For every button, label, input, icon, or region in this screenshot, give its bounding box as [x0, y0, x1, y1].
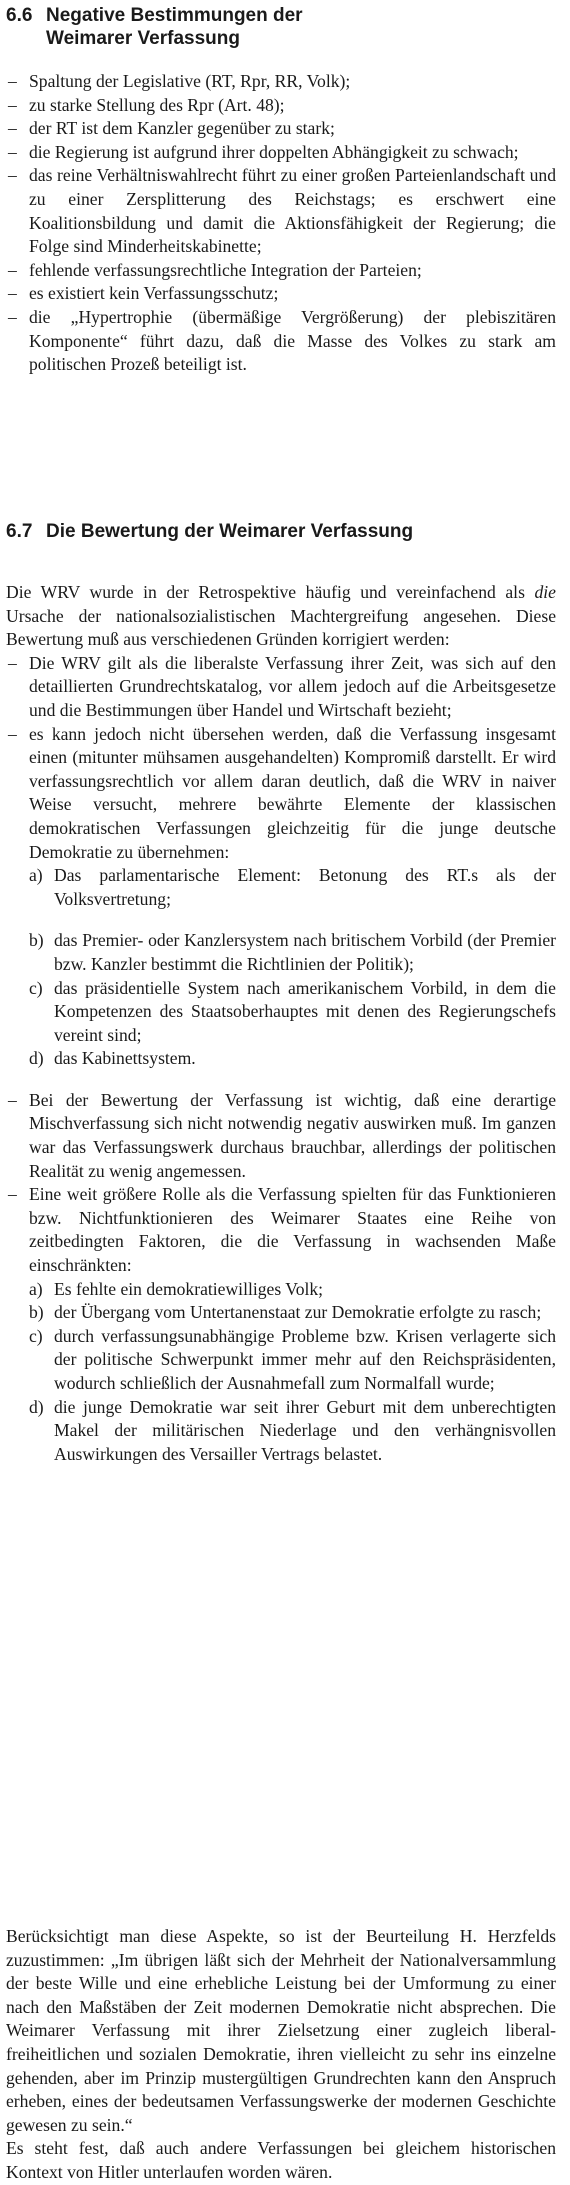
list-item: – die „Hypertrophie (übermäßige Vergrößerung) der plebiszitären Komponente“ führt dazu, daß die Masse des Volkes zu stark am politischen Prozeß beteiligt ist. — [6, 306, 556, 377]
sublist-label: d) — [29, 1396, 44, 1417]
sublist-text: die junge Demokratie war seit ihrer Geburt mit dem unberechtigten Makel der militärischen Niederlage und den verhängnisvollen Auswirkungen des Versailler Vertrags belastet. — [54, 1396, 556, 1464]
sublist-item — [29, 977, 556, 1048]
sublist-item — [29, 1047, 556, 1071]
list-item-text: Die WRV gilt als die liberalste Verfassung ihrer Zeit, was sich auf den detaillierten Grundrechtskatalog, vor allem jedoch auf die Arbeitsgesetze und die Bestimmungen über Handel und Wirtschaft bezieht; — [29, 652, 556, 720]
sublist-item — [29, 1301, 556, 1325]
sublist-label: c) — [29, 977, 43, 998]
list-item: – das reine Verhältniswahlrecht führt zu einer großen Parteienlandschaft und zu einer Zersplitterung des Reichstags; es erschwert eine Koalitionsbildung und damit die Aktionsfähigkeit der Regierung; die Folge sind Minderheitskabinette; — [6, 164, 556, 258]
section-title-line2: Weimarer Verfassung — [46, 28, 240, 49]
conclusion-section — [6, 1925, 556, 2185]
list-item: – der RT ist dem Kanzler gegenüber zu stark; — [6, 117, 556, 141]
sublist-item — [29, 864, 556, 911]
evaluation-list — [6, 652, 556, 1467]
sublist — [29, 1278, 556, 1467]
negative-provisions-list — [6, 70, 556, 377]
list-item-text: Eine weit größere Rolle als die Verfassung spielten für das Funktionieren bzw. Nichtfunktionieren des Weimarer Staates eine Reihe von zeitbedingten Faktoren, die die Verfassung in wachsenden Maße einschränkten: — [29, 1184, 556, 1276]
section-number: 6.6 — [6, 5, 33, 26]
section-6-7 — [6, 520, 556, 1466]
sublist-label: d) — [29, 1048, 44, 1069]
list-item: – die Regierung ist aufgrund ihrer doppelten Abhängigkeit zu schwach; — [6, 141, 556, 165]
list-item — [6, 1089, 556, 1183]
section-title: Die Bewertung der Weimarer Verfassung — [46, 521, 414, 542]
list-item: – zu starke Stellung des Rpr (Art. 48); — [6, 94, 556, 118]
list-item: – Spaltung der Legislative (RT, Rpr, RR, Volk); — [6, 70, 556, 94]
sublist-text: durch verfassungsunabhängige Probleme bzw. Krisen verlagerte sich der politische Schwerpunkt immer mehr auf den Reichspräsidenten, wodurch schließlich der Ausnahmefall zum Normalfall wurde; — [54, 1325, 556, 1393]
sublist-item — [29, 1278, 556, 1302]
list-item — [6, 723, 556, 1071]
section-title-line1: Negative Bestimmungen der — [46, 5, 303, 26]
sublist-label: a) — [29, 865, 43, 886]
list-item — [6, 1183, 556, 1466]
list-item: – es existiert kein Verfassungsschutz; — [6, 282, 556, 306]
sublist-item — [29, 929, 556, 976]
final-paragraph: Es steht fest, daß auch andere Verfassungen bei gleichem historischen Kontext von Hitler unterlaufen worden wären. — [6, 2138, 556, 2182]
list-item-text: es kann jedoch nicht übersehen werden, daß die Verfassung insgesamt einen (mitunter mühsamen ausgehandelten) Kompromiß darstellt. Er wird verfassungsrechtlich vor allem daran deutlich, daß die WRV in naiver Weise versucht, mehrere bewährte Elemente der klassischen demokratischen Verfassungen gleichzeitig für die junge deutsche Demokratie zu übernehmen: — [29, 723, 556, 862]
section-6-6 — [6, 4, 556, 377]
conclusion-paragraph: Berücksichtigt man diese Aspekte, so ist der Beurteilung H. Herzfelds zuzustimmen: „Im übrigen läßt sich der Mehrheit der Nationalversammlung der beste Wille und eine erhebliche Leistung bei der Umformung zu einer nach den Maßstäben der Zeit modernen Demokratie nicht absprechen. Die Weimarer Verfassung mit ihrer Zielsetzung einer zugleich liberal-freiheitlichen und sozialen Demokratie, ihren vielleicht zu sehr ins einzelne gehenden, aber im Prinzip mustergültigen Grundrechten kann den Anspruch erheben, eines der bedeutsamen Verfassungswerke der modernen Geschichte gewesen zu sein.“ — [6, 1926, 556, 2135]
list-item-text: Bei der Bewertung der Verfassung ist wichtig, daß eine derartige Mischverfassung sich nicht notwendig negativ auswirken muß. Im ganzen war das Verfassungswerk durchaus brauchbar, allerdings der politischen Realität zu wenig angemessen. — [29, 1089, 556, 1181]
sublist-item — [29, 1325, 556, 1396]
sublist-text: das präsidentielle System nach amerikanischem Vorbild, in dem die Kompetenzen des Staatsoberhauptes mit denen des Regierungschefs vereint sind; — [54, 977, 556, 1045]
list-item: – fehlende verfassungsrechtliche Integration der Parteien; — [6, 259, 556, 283]
sublist-item — [29, 1396, 556, 1467]
sublist-label: a) — [29, 1278, 43, 1299]
section-number: 6.7 — [6, 521, 33, 542]
intro-emphasis: die — [534, 582, 556, 602]
sublist-text: Es fehlte ein demokratiewilliges Volk; — [54, 1278, 324, 1299]
sublist — [29, 864, 556, 911]
intro-text: Die WRV wurde in der Retrospektive häufig und vereinfachend als — [6, 582, 535, 602]
spacer — [29, 911, 556, 929]
sublist-text: Das parlamentarische Element: Betonung des RT.s als der Volksvertretung; — [54, 865, 556, 909]
sublist-text: das Premier- oder Kanzlersystem nach britischem Vorbild (der Premier bzw. Kanzler bestimmt die Richtlinien der Politik); — [54, 930, 556, 974]
sublist-label: c) — [29, 1325, 43, 1346]
intro-text: Ursache der nationalsozialistischen Machtergreifung angesehen. Diese Bewertung muß aus verschiedenen Gründen korrigiert werden: — [6, 605, 556, 650]
section-heading-6-6 — [6, 4, 556, 50]
sublist-label: b) — [29, 930, 44, 951]
sublist-label: b) — [29, 1302, 44, 1323]
section-heading-6-7 — [6, 520, 556, 543]
sublist — [29, 929, 556, 1071]
intro-paragraph — [6, 581, 556, 652]
sublist-text: der Übergang vom Untertanenstaat zur Demokratie erfolgte zu rasch; — [54, 1302, 542, 1323]
sublist-text: das Kabinettsystem. — [54, 1048, 196, 1069]
list-item — [6, 652, 556, 723]
